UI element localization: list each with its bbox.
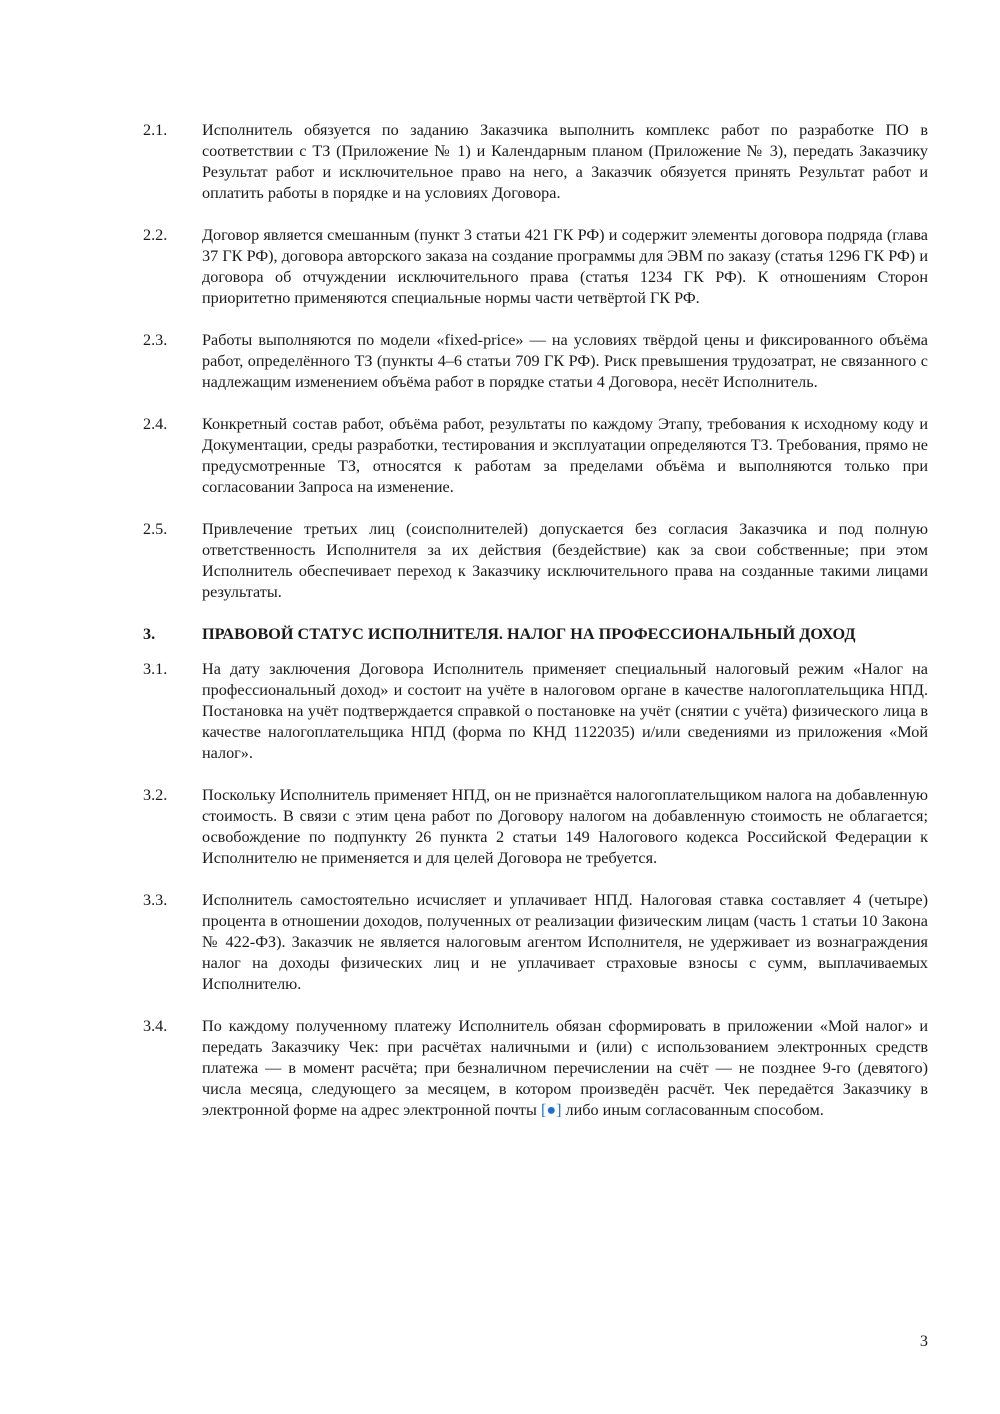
clause-3-2 [143,785,928,869]
clause-2-1 [143,120,928,204]
section-title: ПРАВОВОЙ СТАТУС ИСПОЛНИТЕЛЯ. НАЛОГ НА ПРОФЕССИОНАЛЬНЫЙ ДОХОД [202,625,856,643]
clause-number: 2.2. [143,226,168,244]
clause-number: 3.3. [143,891,168,909]
clause-number: 2.5. [143,520,168,538]
clause-3-1 [143,659,928,764]
clause-number: 2.4. [143,415,168,433]
clause-number: 2.1. [143,121,168,139]
clause-3-3 [143,890,928,995]
clause-number: 3.2. [143,786,168,804]
clause-text: Исполнитель обязуется по заданию Заказчика выполнить комплекс работ по разработке ПО в соответствии с ТЗ (Приложение № 1) и Календарным планом (Приложение № 3), передать Заказчику Результат работ и исключительное право на него, а Заказчик обязуется принять Результат работ и оплатить работы в порядке и на условиях Договора. [202,121,928,202]
section-number: 3. [143,625,156,643]
clause-text-main: По каждому полученному платежу Исполнитель обязан сформировать в приложении «Мой налог» и передать Заказчику Чек: при расчётах наличными и (или) с использованием электронных средств платежа — в момент расчёта; при безналичном перечислении на счёт — не позднее 9-го (девятого) числа месяца, следующего за месяцем, в котором произведён расчёт. Чек передаётся Заказчику в электронной форме на адрес электронной почты [202,1017,928,1119]
clause-text: Договор является смешанным (пункт 3 статьи 421 ГК РФ) и содержит элементы договора подряда (глава 37 ГК РФ), договора авторского заказа на создание программы для ЭВМ по заказу (статья 1296 ГК РФ) и договора об отчуждении исключительного права (статья 1234 ГК РФ). К отношениям Сторон приоритетно применяются специальные нормы части четвёртой ГК РФ. [202,226,928,307]
section-heading-3 [143,624,928,645]
clause-text: Поскольку Исполнитель применяет НПД, он не признаётся налогоплательщиком налога на добавленную стоимость. В связи с этим цена работ по Договору налогом на добавленную стоимость не облагается; освобождение по подпункту 26 пункта 2 статьи 149 Налогового кодекса Российской Федерации к Исполнителю не применяется и для целей Договора не требуется. [202,786,928,867]
clause-number: 2.3. [143,331,168,349]
email-placeholder: [●] [540,1101,562,1119]
clause-text [202,1016,928,1121]
clause-2-3 [143,330,928,393]
clause-text: Исполнитель самостоятельно исчисляет и уплачивает НПД. Налоговая ставка составляет 4 (четыре) процента в отношении доходов, полученных от реализации физическим лицам (часть 1 статьи 10 Закона № 422-ФЗ). Заказчик не является налоговым агентом Исполнителя, не удерживает из вознаграждения налог на доходы физических лиц и не уплачивает страховые взносы с сумм, выплачиваемых Исполнителю. [202,891,928,993]
clause-number: 3.1. [143,660,168,678]
clause-text-tail: либо иным согласованным способом. [561,1101,824,1119]
clause-2-2 [143,225,928,309]
clause-text: На дату заключения Договора Исполнитель применяет специальный налоговый режим «Налог на профессиональный доход» и состоит на учёте в налоговом органе в качестве налогоплательщика НПД. Постановка на учёт подтверждается справкой о постановке на учёт (снятии с учёта) физического лица в качестве налогоплательщика НПД (форма по КНД 1122035) и/или сведениями из приложения «Мой налог». [202,660,928,762]
clause-text: Работы выполняются по модели «fixed-price» — на условиях твёрдой цены и фиксированного объёма работ, определённого ТЗ (пункты 4–6 статьи 709 ГК РФ). Риск превышения трудозатрат, не связанного с надлежащим изменением объёма работ в порядке статьи 4 Договора, несёт Исполнитель. [202,331,928,391]
page-content [143,120,928,1121]
clause-number: 3.4. [143,1017,168,1035]
clause-3-4 [143,1016,928,1121]
clause-2-5 [143,519,928,603]
page-number: 3 [919,1332,928,1350]
clause-2-4 [143,414,928,498]
clause-text: Конкретный состав работ, объёма работ, результаты по каждому Этапу, требования к исходному коду и Документации, среды разработки, тестирования и эксплуатации определяются ТЗ. Требования, прямо не предусмотренные ТЗ, относятся к работам за пределами объёма и выполняются только при согласовании Запроса на изменение. [202,415,928,496]
clause-text: Привлечение третьих лиц (соисполнителей) допускается без согласия Заказчика и под полную ответственность Исполнителя за их действия (бездействие) как за свои собственные; при этом Исполнитель обеспечивает переход к Заказчику исключительного права на созданные такими лицами результаты. [202,520,928,601]
